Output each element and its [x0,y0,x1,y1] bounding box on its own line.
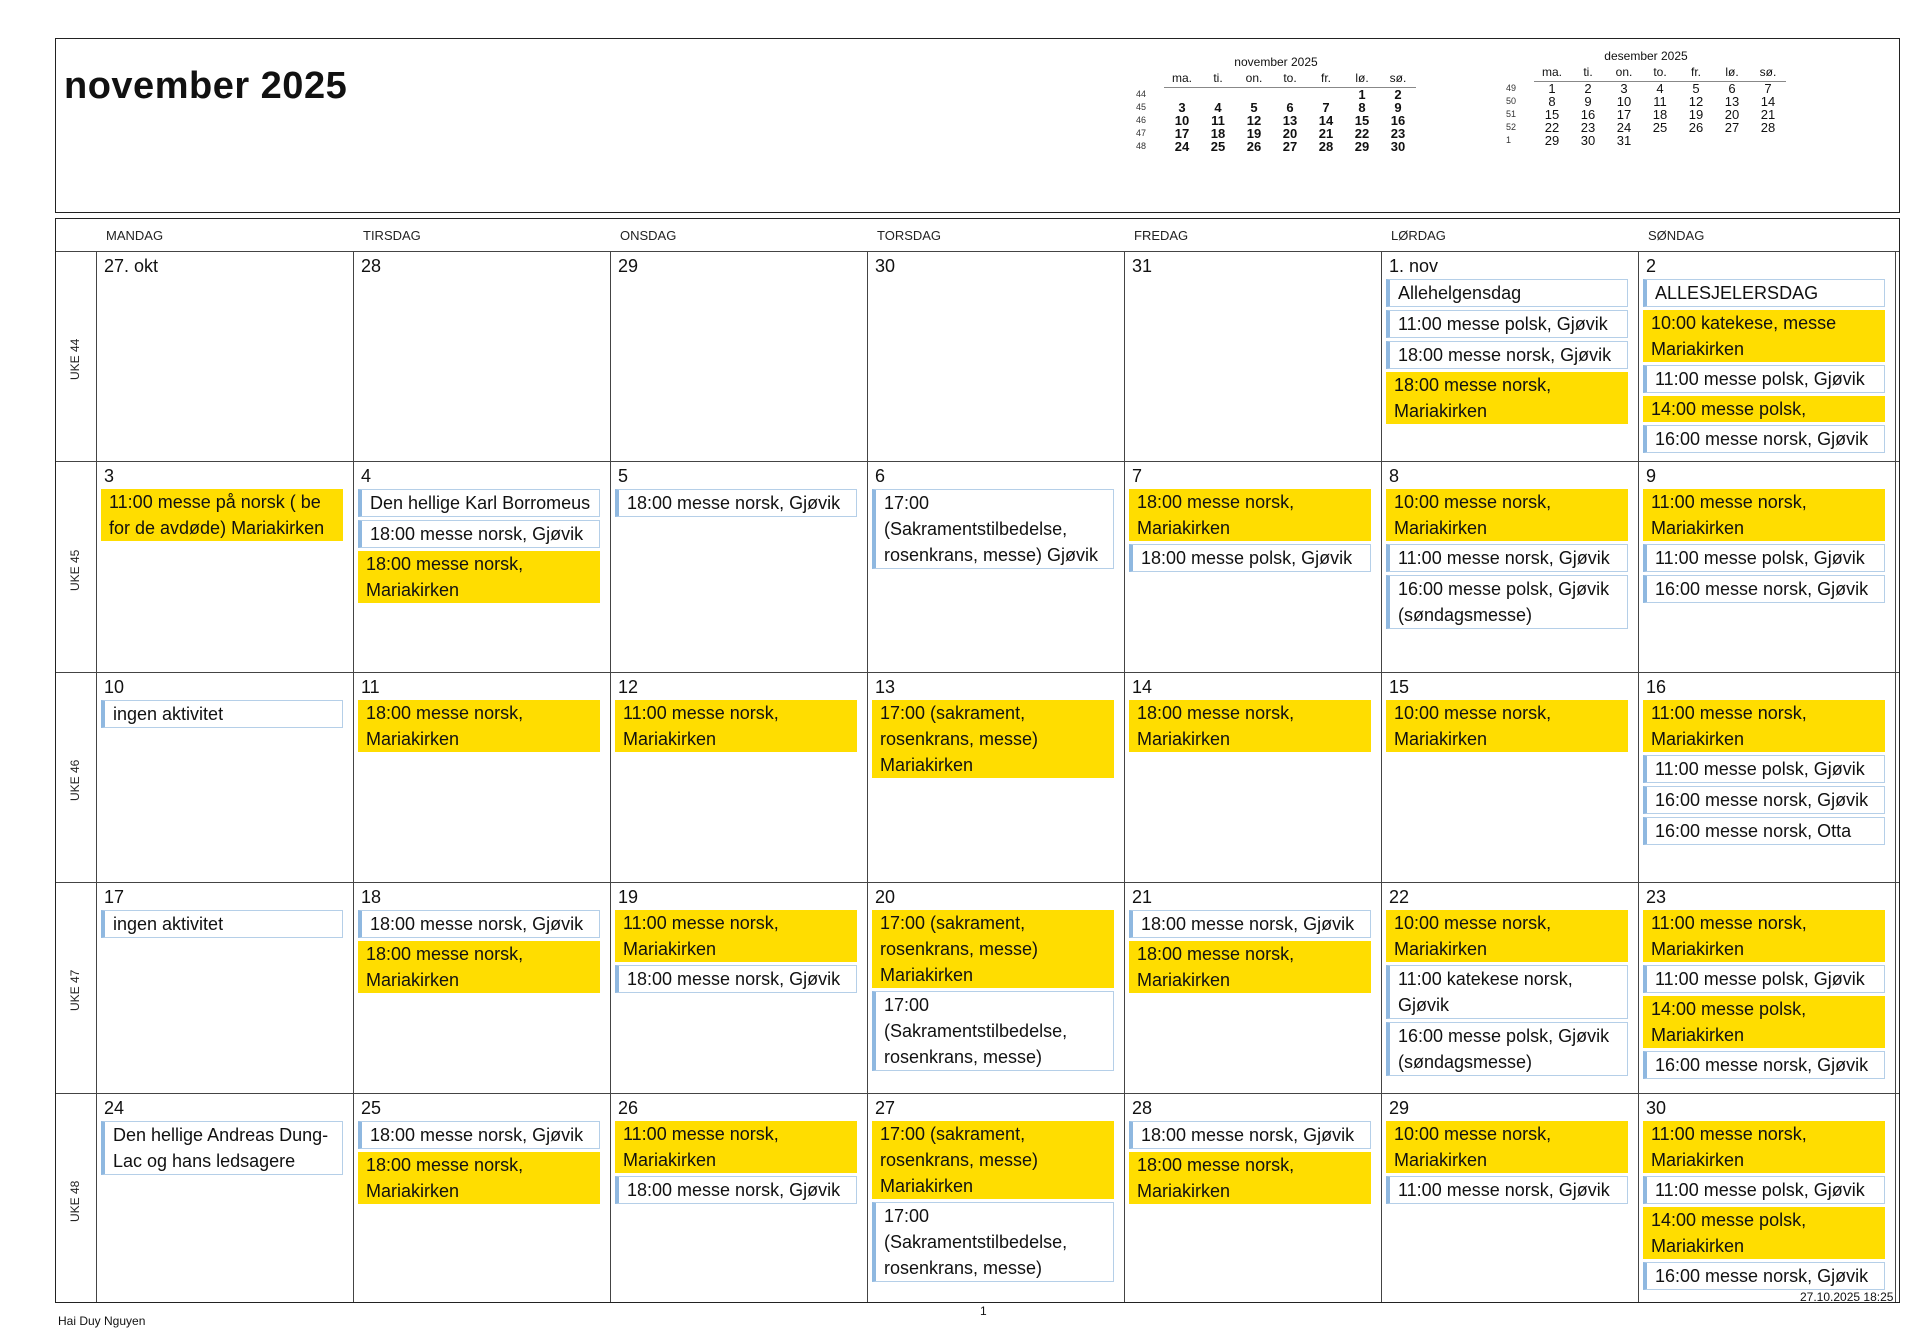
mini-calendar-day[interactable] [1642,134,1678,147]
calendar-event[interactable]: 18:00 messe norsk, Gjøvik [1129,910,1371,938]
calendar-event[interactable]: ingen aktivitet [101,700,343,728]
mini-calendar-day[interactable]: 15 [1354,113,1370,128]
calendar-event[interactable]: 10:00 messe norsk, Mariakirken [1386,910,1628,962]
calendar-event[interactable]: 14:00 messe polsk, Mariakirken [1643,1207,1885,1259]
mini-calendar-day[interactable]: 12 [1688,94,1704,109]
day-cell[interactable] [96,1093,353,1303]
weekday-header: TORSDAG [877,228,942,243]
day-cell[interactable] [1124,251,1381,461]
mini-calendar-day[interactable]: 18 [1210,126,1226,141]
week-label: UKE 47 [68,970,82,1012]
mini-calendar-day[interactable]: 24 [1616,120,1632,135]
day-date: 27 [875,1097,896,1118]
day-date: 1. nov [1389,256,1439,276]
weekday-header: ONSDAG [620,228,677,243]
day-date: 30 [875,256,896,276]
calendar-event[interactable]: ALLESJELERSDAG [1643,279,1885,307]
mini-calendar-day[interactable]: 21 [1760,107,1776,122]
day-cell[interactable] [610,672,867,882]
calendar-event[interactable]: 11:00 messe norsk, Mariakirken [615,700,857,752]
day-cell[interactable] [1381,882,1638,1092]
day-cell[interactable] [610,882,867,1092]
day-date: 28 [361,256,382,276]
mini-calendar-day[interactable]: 23 [1390,126,1406,141]
mini-calendar-day[interactable]: 13 [1724,94,1740,109]
day-cell[interactable] [1638,672,1895,882]
mini-calendar-day[interactable]: 21 [1318,126,1334,141]
mini-calendar-day[interactable]: 9 [1584,94,1592,109]
calendar-event[interactable]: 16:00 messe norsk, Gjøvik [1643,1262,1885,1290]
calendar-event[interactable]: 11:00 messe polsk, Gjøvik [1643,365,1885,393]
mini-calendar-day[interactable] [1750,134,1786,147]
day-cell[interactable] [1124,672,1381,882]
calendar-event[interactable]: 17:00 (Sakramentstilbedelse, rosenkrans, messe) Gjøvik [872,489,1114,569]
day-date: 28 [1132,1097,1153,1118]
mini-calendar-day[interactable]: 8 [1358,100,1366,115]
calendar-event[interactable]: 17:00 (sakrament, rosenkrans, messe) Mariakirken [872,910,1114,988]
mini-calendar-day[interactable]: 29 [1354,139,1370,154]
mini-calendar-day[interactable]: 16 [1580,107,1596,122]
day-date: 4 [361,466,372,487]
mini-calendar-day[interactable]: 26 [1688,120,1704,135]
day-cell[interactable] [1381,672,1638,882]
mini-calendar-day[interactable]: 17 [1616,107,1632,122]
calendar-event[interactable]: 11:00 messe norsk, Mariakirken [1643,489,1885,541]
mini-calendar-day-header: to. [1642,65,1678,82]
mini-calendar-day[interactable]: 16 [1390,113,1406,128]
mini-calendar-day-header: fr. [1308,71,1344,88]
mini-calendar-day[interactable]: 5 [1692,81,1700,96]
mini-calendar-day[interactable] [1714,134,1750,147]
mini-calendar-day[interactable]: 4 [1214,100,1222,115]
day-date: 22 [1389,887,1410,908]
day-date: 26 [618,1097,639,1118]
day-cell[interactable] [96,461,353,671]
calendar-event[interactable]: 16:00 messe polsk, Gjøvik (søndagsmesse) [1386,1022,1628,1076]
day-cell[interactable] [1124,882,1381,1092]
mini-calendar-day[interactable]: 11 [1653,94,1667,109]
mini-calendar-day[interactable]: 2 [1584,81,1592,96]
mini-calendar-title: november 2025 [1234,55,1318,69]
mini-calendar-day[interactable]: 6 [1728,81,1736,96]
mini-calendar-day[interactable]: 20 [1724,107,1740,122]
mini-calendar-week-number: 50 [1506,96,1517,106]
mini-calendar-day[interactable]: 1 [1358,87,1366,102]
calendar-event[interactable]: 16:00 messe norsk, Gjøvik [1643,1051,1885,1079]
mini-calendar-day[interactable]: 19 [1246,126,1262,141]
mini-calendar-day-header: lø. [1714,65,1750,82]
mini-calendar-day[interactable]: 27 [1282,139,1298,154]
mini-calendar-day[interactable]: 4 [1656,81,1664,96]
mini-calendar-day[interactable]: 14 [1318,113,1334,128]
calendar-event[interactable]: 11:00 messe polsk, Gjøvik [1386,310,1628,338]
day-cell[interactable] [610,251,867,461]
calendar-event[interactable]: 11:00 messe på norsk ( be for de avdøde) Mariakirken [101,489,343,541]
calendar-event[interactable]: 18:00 messe polsk, Gjøvik [1129,544,1371,572]
day-date: 31 [1132,256,1153,276]
mini-calendar-day-header: sø. [1380,71,1416,88]
day-date: 2 [1646,256,1657,276]
calendar-event[interactable]: 18:00 messe norsk, Mariakirken [1386,372,1628,424]
mini-calendar-day[interactable]: 19 [1688,107,1704,122]
day-date: 30 [1646,1097,1667,1118]
mini-calendar-day[interactable]: 7 [1322,100,1330,115]
mini-calendar-day[interactable]: 31 [1616,133,1632,148]
mini-calendar-day-header: to. [1272,71,1308,88]
calendar-event[interactable]: 17:00 (sakrament, rosenkrans, messe) Mariakirken [872,1121,1114,1199]
weekday-header: SØNDAG [1648,228,1705,243]
mini-calendar-day[interactable]: 23 [1580,120,1596,135]
day-cell[interactable] [353,1093,610,1303]
day-cell[interactable] [1381,1093,1638,1303]
page-title: november 2025 [64,65,348,107]
mini-calendar-day-header: ti. [1200,71,1236,88]
calendar-event[interactable]: 18:00 messe norsk, Gjøvik [615,965,857,993]
mini-calendar-day[interactable]: 28 [1318,139,1334,154]
calendar-event[interactable]: 18:00 messe norsk, Mariakirken [1129,1152,1371,1204]
day-date: 7 [1132,466,1143,487]
day-date: 23 [1646,887,1667,908]
mini-calendar-day[interactable] [1236,88,1272,102]
week-label: UKE 48 [68,1180,82,1222]
mini-calendar-day-header: sø. [1750,65,1786,82]
day-cell[interactable] [1638,461,1895,671]
calendar-event[interactable]: 18:00 messe norsk, Mariakirken [1129,700,1371,752]
header [55,38,1900,213]
day-cell[interactable] [867,882,1124,1092]
day-cell[interactable] [1381,461,1638,671]
day-cell[interactable] [1124,461,1381,671]
calendar-event[interactable]: 11:00 messe norsk, Mariakirken [1643,700,1885,752]
calendar-event[interactable]: 18:00 messe norsk, Gjøvik [1386,341,1628,369]
calendar-event[interactable]: 10:00 messe norsk, Mariakirken [1386,700,1628,752]
calendar-event[interactable]: Allehelgensdag [1386,279,1628,307]
day-cell[interactable] [353,882,610,1092]
calendar-event[interactable]: 18:00 messe norsk, Mariakirken [358,1152,600,1204]
day-date: 15 [1389,676,1410,697]
mini-calendar-day[interactable]: 13 [1282,113,1298,128]
mini-calendar-day[interactable]: 1 [1548,81,1556,96]
mini-calendar-day[interactable]: 14 [1760,94,1776,109]
day-cell[interactable] [867,1093,1124,1303]
mini-calendar-day[interactable] [1164,88,1200,102]
mini-calendar-day[interactable]: 15 [1544,107,1560,122]
calendar-event[interactable]: 17:00 (Sakramentstilbedelse, rosenkrans, messe) [872,1202,1114,1282]
day-date: 13 [875,676,896,697]
calendar-event[interactable]: 11:00 messe polsk, Gjøvik [1643,544,1885,572]
calendar-event[interactable]: 18:00 messe norsk, Gjøvik [358,910,600,938]
grid-line [1895,251,1896,1302]
calendar-event[interactable]: 16:00 messe polsk, Gjøvik (søndagsmesse) [1386,575,1628,629]
day-date: 11 [361,676,380,697]
mini-calendar-day[interactable]: 26 [1246,139,1262,154]
weekday-header: FREDAG [1134,228,1189,243]
weekday-header: TIRSDAG [363,228,421,243]
calendar-event[interactable]: ingen aktivitet [101,910,343,938]
day-cell[interactable] [610,461,867,671]
mini-calendar-day[interactable]: 10 [1174,113,1190,128]
calendar-event[interactable]: 10:00 katekese, messe Mariakirken [1643,310,1885,362]
calendar-event[interactable]: 17:00 (Sakramentstilbedelse, rosenkrans, messe) [872,991,1114,1071]
calendar-event[interactable]: 14:00 messe polsk, [1643,396,1885,422]
day-date: 5 [618,466,629,487]
day-date: 14 [1132,676,1153,697]
calendar-event[interactable]: 11:00 messe polsk, Gjøvik [1643,1176,1885,1204]
mini-calendar-day[interactable]: 24 [1174,139,1190,154]
mini-calendar-week-number: 49 [1506,82,1517,93]
day-date: 6 [875,466,886,487]
mini-calendar-day[interactable] [1272,88,1308,102]
calendar-event[interactable]: 17:00 (sakrament, rosenkrans, messe) Mariakirken [872,700,1114,778]
day-date: 10 [104,676,125,697]
calendar-event[interactable]: Den hellige Karl Borromeus [358,489,600,517]
day-cell[interactable] [96,672,353,882]
mini-calendar-week-number: 51 [1506,109,1517,119]
mini-calendar-day[interactable]: 30 [1580,133,1596,148]
calendar-event[interactable]: 18:00 messe norsk, Gjøvik [358,1121,600,1149]
mini-calendar-week-number: 52 [1506,122,1517,132]
day-date: 27. okt [104,256,159,276]
mini-calendar-day[interactable]: 30 [1390,139,1406,154]
day-date: 25 [361,1097,382,1118]
day-cell[interactable] [610,1093,867,1303]
day-date: 9 [1646,466,1657,487]
calendar-event[interactable]: 18:00 messe norsk, Mariakirken [358,551,600,603]
calendar-event[interactable]: 18:00 messe norsk, Gjøvik [358,520,600,548]
day-date: 17 [104,887,125,908]
day-date: 18 [361,887,382,908]
mini-calendar-december [1506,49,1786,147]
mini-calendar-day[interactable]: 27 [1724,120,1740,135]
mini-calendar-day-header: fr. [1678,65,1714,82]
mini-calendar-day[interactable]: 25 [1210,139,1226,154]
day-cell[interactable] [1638,1093,1895,1303]
mini-calendar-day-header: ti. [1570,65,1606,82]
mini-calendar-day[interactable] [1308,88,1344,102]
mini-calendar-day[interactable]: 11 [1211,113,1225,128]
mini-calendar-day[interactable]: 8 [1548,94,1556,109]
mini-calendar-day[interactable]: 20 [1282,126,1298,141]
month-calendar [55,218,1900,1303]
calendar-event[interactable]: 16:00 messe norsk, Otta [1643,817,1885,845]
mini-calendar-day[interactable] [1678,134,1714,147]
day-cell[interactable] [1124,1093,1381,1303]
mini-calendar-week-number: 48 [1136,141,1147,151]
mini-calendar-day-header: lø. [1344,71,1380,88]
mini-calendar-day[interactable]: 29 [1544,133,1560,148]
day-cell[interactable] [1638,251,1895,461]
calendar-event[interactable]: 10:00 messe norsk, Mariakirken [1386,489,1628,541]
mini-calendar-day-header: ma. [1534,65,1570,82]
mini-calendar-day[interactable]: 2 [1394,87,1402,102]
calendar-event[interactable]: 11:00 messe norsk, Gjøvik [1386,544,1628,572]
mini-calendar-day[interactable]: 3 [1620,81,1628,96]
day-cell[interactable] [1381,251,1638,461]
calendar-event[interactable]: 11:00 messe norsk, Mariakirken [615,910,857,962]
calendar-event[interactable]: 18:00 messe norsk, Gjøvik [1129,1121,1371,1149]
calendar-event[interactable]: 11:00 messe norsk, Mariakirken [1643,1121,1885,1173]
mini-calendar-day[interactable]: 5 [1250,100,1258,115]
day-date: 29 [1389,1097,1410,1118]
weekday-header: LØRDAG [1391,228,1446,243]
day-date: 21 [1132,887,1153,908]
day-cell[interactable] [867,251,1124,461]
weekday-header-row [56,219,1899,251]
mini-calendar-week-number: 47 [1136,128,1147,138]
mini-calendar-day[interactable]: 6 [1286,100,1294,115]
calendar-event[interactable]: 18:00 messe norsk, Gjøvik [615,1176,857,1204]
calendar-event[interactable]: 11:00 messe norsk, Mariakirken [1643,910,1885,962]
mini-calendar-day-header: on. [1606,65,1642,82]
calendar-event[interactable]: 11:00 katekese norsk, Gjøvik [1386,965,1628,1019]
calendar-event[interactable]: 16:00 messe norsk, Gjøvik [1643,425,1885,453]
calendar-event[interactable]: 14:00 messe polsk, Mariakirken [1643,996,1885,1048]
mini-calendar-day-header: on. [1236,71,1272,88]
calendar-event[interactable]: 11:00 messe norsk, Mariakirken [615,1121,857,1173]
mini-calendar-day[interactable]: 10 [1616,94,1632,109]
mini-calendar-day[interactable] [1200,88,1236,102]
day-date: 20 [875,887,896,908]
day-date: 24 [104,1097,125,1118]
weekday-header: MANDAG [106,228,164,243]
mini-calendar-day[interactable]: 25 [1652,120,1668,135]
week-label: UKE 46 [68,759,82,801]
day-date: 16 [1646,676,1667,697]
mini-calendar-day[interactable]: 28 [1760,120,1776,135]
day-cell[interactable] [353,461,610,671]
mini-calendar-day[interactable]: 17 [1174,126,1190,141]
day-date: 12 [618,676,639,697]
footer-author: Hai Duy Nguyen [58,1314,146,1328]
day-date: 29 [618,256,639,276]
calendar-event[interactable]: 16:00 messe norsk, Gjøvik [1643,575,1885,603]
week-label: UKE 45 [68,549,82,591]
mini-calendar-day[interactable]: 12 [1246,113,1262,128]
calendar-event[interactable]: 18:00 messe norsk, Mariakirken [358,700,600,752]
calendar-event[interactable]: 10:00 messe norsk, Mariakirken [1386,1121,1628,1173]
mini-calendar-day[interactable]: 18 [1652,107,1668,122]
day-date: 8 [1389,466,1400,487]
day-cell[interactable] [867,672,1124,882]
calendar-event[interactable]: 18:00 messe norsk, Mariakirken [1129,941,1371,993]
calendar-event[interactable]: 16:00 messe norsk, Gjøvik [1643,786,1885,814]
day-cell[interactable] [96,882,353,1092]
day-date: 3 [104,466,115,487]
calendar-event[interactable]: 11:00 messe polsk, Gjøvik [1643,965,1885,993]
day-cell[interactable] [96,251,353,461]
footer-timestamp: 27.10.2025 18:25 [1800,1290,1894,1304]
calendar-event[interactable]: 18:00 messe norsk, Mariakirken [358,941,600,993]
week-label: UKE 44 [68,338,82,381]
mini-calendar-week-number: 45 [1136,102,1147,112]
mini-calendar-day[interactable]: 3 [1178,100,1186,115]
day-cell[interactable] [353,251,610,461]
day-cell[interactable] [353,672,610,882]
mini-calendar-week-number: 44 [1136,88,1147,99]
footer-page-number: 1 [980,1304,987,1318]
mini-calendar-day[interactable]: 9 [1394,100,1402,115]
mini-calendar-day[interactable]: 7 [1764,81,1772,96]
mini-calendar-day[interactable]: 22 [1544,120,1560,135]
day-cell[interactable] [867,461,1124,671]
mini-calendar-title: desember 2025 [1604,49,1688,63]
calendar-event[interactable]: Den hellige Andreas Dung-Lac og hans ledsagere [101,1121,343,1175]
calendar-event[interactable]: 18:00 messe norsk, Mariakirken [1129,489,1371,541]
day-cell[interactable] [1638,882,1895,1092]
mini-calendar-day-header: ma. [1164,71,1200,88]
mini-calendar-week-number: 1 [1506,135,1512,145]
day-date: 19 [618,887,639,908]
mini-calendar-november [1136,55,1416,153]
mini-calendar-day[interactable]: 22 [1354,126,1370,141]
calendar-event[interactable]: 11:00 messe norsk, Gjøvik [1386,1176,1628,1204]
calendar-event[interactable]: 11:00 messe polsk, Gjøvik [1643,755,1885,783]
calendar-event[interactable]: 18:00 messe norsk, Gjøvik [615,489,857,517]
mini-calendar-week-number: 46 [1136,115,1147,125]
